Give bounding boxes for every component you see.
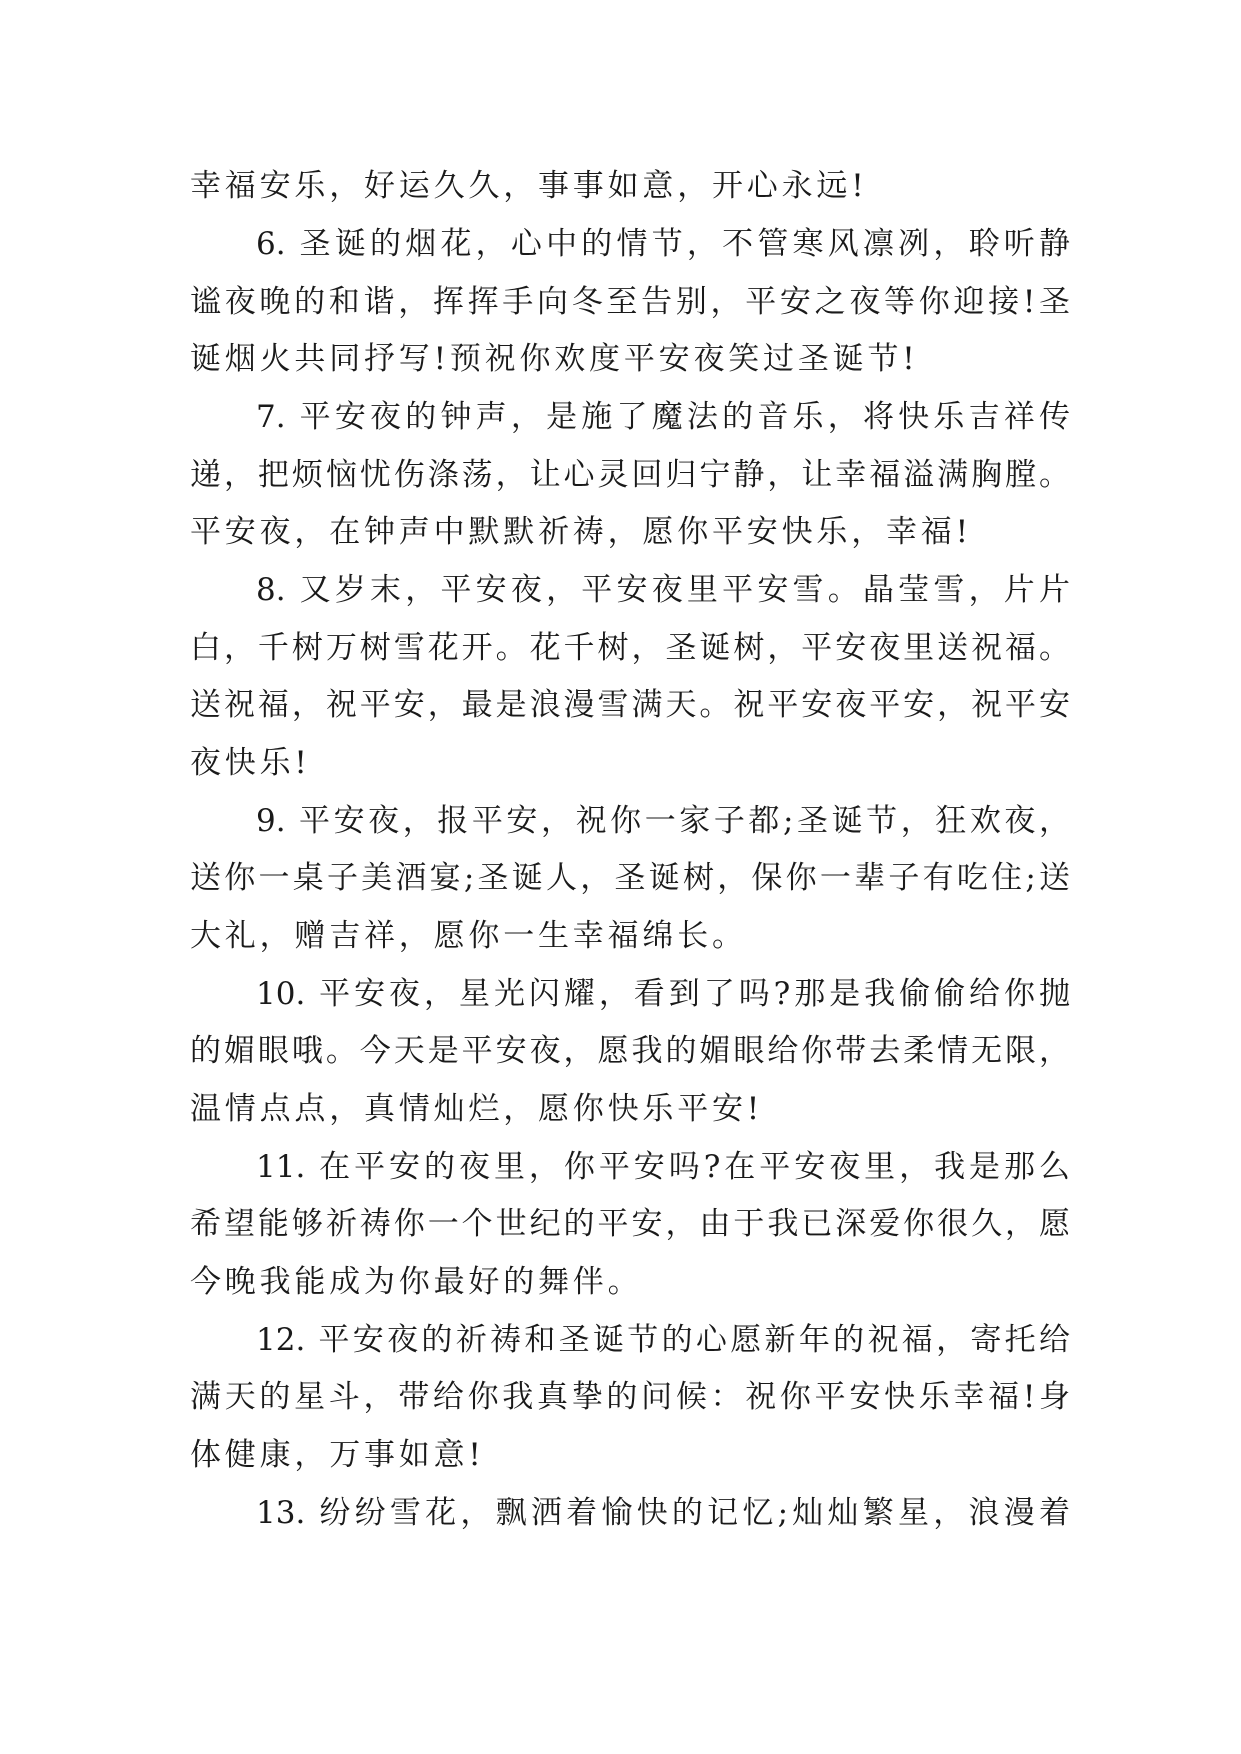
paragraph-10-line-3: 温情点点，真情灿烂，愿你快乐平安! <box>190 1091 764 1127</box>
paragraph-9-line-1: 9. 平安夜，报平安，祝你一家子都;圣诞节，狂欢夜， <box>256 803 1070 839</box>
paragraph-8-line-4: 夜快乐! <box>190 745 311 781</box>
paragraph-9-line-2: 送你一桌子美酒宴;圣诞人，圣诞树，保你一辈子有吃住;送 <box>190 860 1070 896</box>
paragraph-7-line-1: 7. 平安夜的钟声，是施了魔法的音乐，将快乐吉祥传 <box>256 399 1070 435</box>
paragraph-7-line-2: 递，把烦恼忧伤涤荡，让心灵回归宁静，让幸福溢满胸膛。 <box>190 457 1070 493</box>
paragraph-8-line-2: 白，千树万树雪花开。花千树，圣诞树，平安夜里送祝福。 <box>190 630 1070 666</box>
paragraph-12-line-1: 12. 平安夜的祈祷和圣诞节的心愿新年的祝福，寄托给 <box>256 1322 1070 1358</box>
paragraph-9-line-3: 大礼，赠吉祥，愿你一生幸福绵长。 <box>190 918 747 954</box>
paragraph-11-line-3: 今晚我能成为你最好的舞伴。 <box>190 1264 643 1300</box>
paragraph-7-line-3: 平安夜，在钟声中默默祈祷，愿你平安快乐，幸福! <box>190 514 972 550</box>
paragraph-8-line-3: 送祝福，祝平安，最是浪漫雪满天。祝平安夜平安，祝平安 <box>190 687 1070 723</box>
paragraph-8-line-1: 8. 又岁末，平安夜，平安夜里平安雪。晶莹雪，片片 <box>256 572 1070 608</box>
paragraph-10-line-2: 的媚眼哦。今天是平安夜，愿我的媚眼给你带去柔情无限， <box>190 1033 1070 1069</box>
paragraph-12-line-3: 体健康，万事如意! <box>190 1437 485 1473</box>
paragraph-6-line-2: 谧夜晚的和谐，挥挥手向冬至告别，平安之夜等你迎接!圣 <box>190 284 1070 320</box>
paragraph-11-line-2: 希望能够祈祷你一个世纪的平安，由于我已深爱你很久，愿 <box>190 1206 1070 1242</box>
paragraph-10-line-1: 10. 平安夜，星光闪耀，看到了吗?那是我偷偷给你抛 <box>256 976 1070 1012</box>
paragraph-12-line-2: 满天的星斗，带给你我真挚的问候：祝你平安快乐幸福!身 <box>190 1379 1070 1415</box>
paragraph-5-line-3: 幸福安乐，好运久久，事事如意，开心永远! <box>190 168 868 204</box>
paragraph-13-line-1: 13. 纷纷雪花，飘洒着愉快的记忆;灿灿繁星，浪漫着 <box>256 1495 1070 1531</box>
paragraph-11-line-1: 11. 在平安的夜里，你平安吗?在平安夜里，我是那么 <box>256 1149 1070 1185</box>
paragraph-6-line-1: 6. 圣诞的烟花，心中的情节，不管寒风凛冽，聆听静 <box>256 226 1070 262</box>
paragraph-6-line-3: 诞烟火共同抒写!预祝你欢度平安夜笑过圣诞节! <box>190 341 919 377</box>
